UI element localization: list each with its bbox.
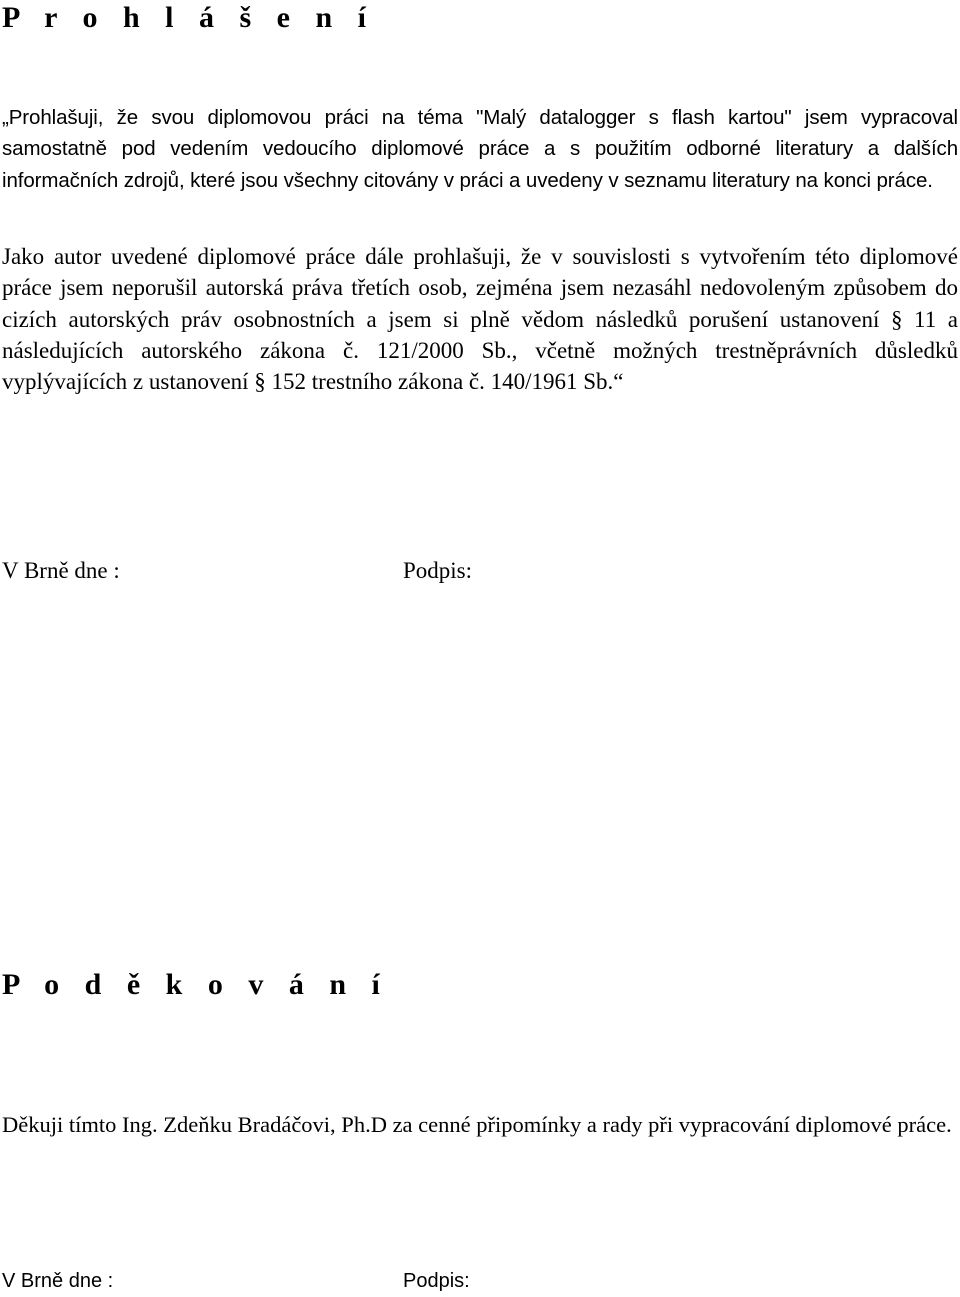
declaration-place-date-label: V Brně dne : (2, 558, 120, 583)
acknowledgement-paragraph: Děkuji tímto Ing. Zdeňku Bradáčovi, Ph.D za cenné připomínky a rady při vypracování diplomové práce. (2, 1112, 952, 1137)
acknowledgement-heading: P o d ě k o v á n í (2, 968, 389, 1001)
acknowledgement-signature-label: Podpis: (403, 1270, 470, 1292)
declaration-paragraph-2: Jako autor uvedené diplomové práce dále prohlašuji, že v souvislosti s vytvořením této diplomové práce jsem neporušil autorská práva třetích osob, zejména jsem nezasáhl nedovoleným způsobem do cizích autorských práv osobnostních a jsem si plně vědom následků porušení ustanovení § 11 a následujících autorského zákona č. 121/2000 Sb., včetně možných trestněprávních důsledků vyplývajících z ustanovení § 152 trestního zákona č. 140/1961 Sb.“ (2, 244, 958, 395)
declaration-heading: P r o h l á š e n í (2, 1, 375, 34)
declaration-signature-label: Podpis: (403, 558, 473, 583)
declaration-paragraph-1: „Prohlašuji, že svou diplomovou práci na téma "Malý datalogger s flash kartou" jsem vypracoval samostatně pod vedením vedoucího diplomové práce a s použitím odborné literatury a dalších informačních zdrojů, které jsou všechny citovány v práci a uvedeny v seznamu literatury na konci práce. (2, 106, 958, 192)
acknowledgement-place-date-label: V Brně dne : (2, 1270, 114, 1292)
acknowledgement-signature-line (2, 1265, 702, 1297)
declaration-signature-line (2, 555, 702, 587)
